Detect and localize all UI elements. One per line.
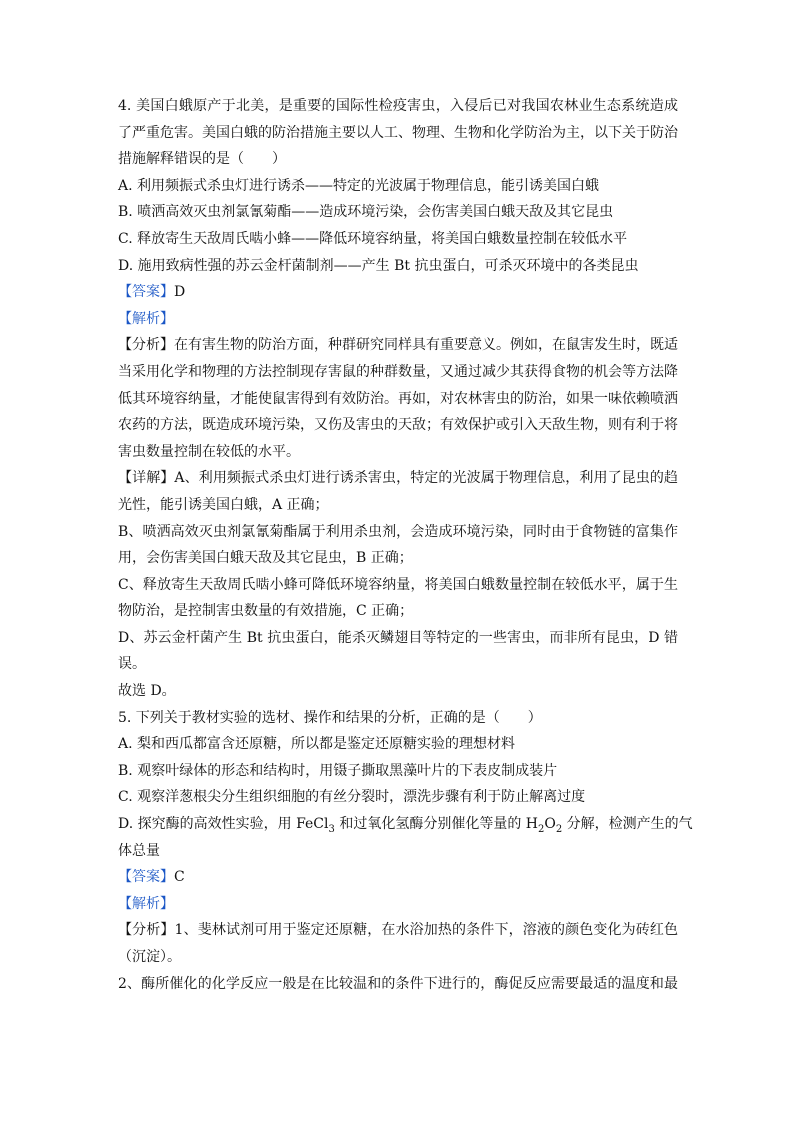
q4-xiangjie-line-8: 误。 <box>118 656 146 673</box>
q4-fenxi-line-2: 当采用化学和物理的方法控制现存害鼠的种群数量，又通过减少其获得食物的机会等方法降 <box>118 363 678 380</box>
q5-option-b: B. 观察叶绿体的形态和结构时，用镊子撕取黑藻叶片的下表皮制成装片 <box>118 762 558 779</box>
q4-option-c: C. 释放寄生天敌周氏啮小蜂——降低环境容纳量，将美国白蛾数量控制在较低水平 <box>118 230 628 247</box>
q4-fenxi-tag: 【分析】 <box>118 337 174 354</box>
q5-fenxi-text-1: 1、斐林试剂可用于鉴定还原糖，在水浴加热的条件下，溶液的颜色变化为砖红色 <box>174 922 679 939</box>
q4-fenxi-line-3: 低其环境容纳量，才能使鼠害得到有效防治。再如，对农林害虫的防治，如果一味依赖喷洒 <box>118 390 678 407</box>
q5-option-c: C. 观察洋葱根尖分生组织细胞的有丝分裂时，漂洗步骤有利于防止解离过度 <box>118 789 586 806</box>
q5-fenxi-line-2: （沉淀）。 <box>118 949 181 965</box>
q5-fenxi-line-1 <box>118 917 678 944</box>
q4-fenxi-text-1: 在有害生物的防治方面，种群研究同样具有重要意义。例如，在鼠害发生时，既适 <box>174 337 678 354</box>
q5-option-d-part-2: 和过氧化氢酶分别催化等量的 H <box>334 816 538 833</box>
q4-xiangjie-line-7: D、苏云金杆菌产生 Bt 抗虫蛋白，能杀灭鳞翅目等特定的一些害虫，而非所有昆虫，D 错 <box>118 629 678 646</box>
q4-option-a: A. 利用频振式杀虫灯进行诱杀——特定的光波属于物理信息，能引诱美国白蛾 <box>118 177 600 194</box>
q4-fenxi-line-5: 害虫数量控制在较低的水平。 <box>118 443 300 460</box>
document-body <box>118 93 693 997</box>
q4-xiangjie-line-3: B、喷洒高效灭虫剂氯氰菊酯属于利用杀虫剂，会造成环境污染，同时由于食物链的富集作 <box>118 523 678 540</box>
q5-option-d-part-3: O <box>544 816 556 833</box>
q5-fenxi-tag: 【分析】 <box>118 922 175 939</box>
q5-analysis-tag: 【解析】 <box>118 895 174 912</box>
q4-xiangjie-line-5: C、释放寄生天敌周氏啮小蜂可降低环境容纳量，将美国白蛾数量控制在较低水平，属于生 <box>118 576 678 593</box>
q5-option-d-part-4: 分解，检测产生的气 <box>562 816 693 833</box>
q4-answer-tag: 【答案】 <box>118 284 174 301</box>
q4-answer-value: D <box>174 284 186 301</box>
q4-stem-line-2: 了严重危害。美国白蛾的防治措施主要以人工、物理、生物和化学防治为主，以下关于防治 <box>118 124 678 141</box>
q5-option-d-line-2: 体总量 <box>118 842 160 859</box>
q5-answer-tag: 【答案】 <box>118 869 174 886</box>
q4-answer-line <box>118 279 678 306</box>
q4-fenxi-line-4: 农药的方法，既造成环境污染，又伤及害虫的天敌；有效保护或引入天敌生物，则有利于将 <box>118 417 678 434</box>
q4-option-d: D. 施用致病性强的苏云金杆菌制剂——产生 Bt 抗虫蛋白，可杀灭环境中的各类昆虫 <box>118 257 639 274</box>
q4-xiangjie-line-6: 物防治，是控制害虫数量的有效措施，C 正确； <box>118 603 414 620</box>
q5-option-d-sub-3: 2 <box>555 823 563 835</box>
q4-fenxi-line-1 <box>118 332 678 359</box>
q5-stem: 5. 下列关于教材实验的选材、操作和结果的分析，正确的是（ ） <box>118 709 542 726</box>
q4-analysis-tag: 【解析】 <box>118 310 174 327</box>
q5-answer-line <box>118 864 678 891</box>
q5-option-a: A. 梨和西瓜都富含还原糖，所以都是鉴定还原糖实验的理想材料 <box>118 736 516 753</box>
q5-option-d-line-1 <box>118 811 693 838</box>
q4-xiangjie-line-2: 光性，能引诱美国白蛾，A 正确； <box>118 496 329 513</box>
q4-xiangjie-line-4: 用，会伤害美国白蛾天敌及其它昆虫，B 正确； <box>118 550 413 567</box>
q4-option-b: B. 喷洒高效灭虫剂氯氰菊酯——造成环境污染，会伤害美国白蛾天敌及其它昆虫 <box>118 204 614 221</box>
q4-conclusion: 故选 D。 <box>118 683 176 700</box>
q5-fenxi-line-3: 2、酶所催化的化学反应一般是在比较温和的条件下进行的，酶促反应需要最适的温度和最 <box>118 975 678 992</box>
q5-option-d-sub-2: 2 <box>537 823 545 835</box>
q4-xiangjie-line-1 <box>118 465 678 492</box>
q5-option-d-sub-1: 3 <box>328 823 335 835</box>
q5-answer-value: C <box>174 869 185 886</box>
q4-xiangjie-tag: 【详解】 <box>118 470 175 487</box>
q4-stem-line-3: 措施解释错误的是（ ） <box>118 151 286 168</box>
q4-stem-line-1: 4. 美国白蛾原产于北美，是重要的国际性检疫害虫，入侵后已对我国农林业生态系统造成 <box>118 98 678 114</box>
q5-option-d-part-1: D. 探究酶的高效性实验，用 FeCl <box>118 816 329 833</box>
q4-xiangjie-text-1: A、利用频振式杀虫灯进行诱杀害虫，特定的光波属于物理信息，利用了昆虫的趋 <box>174 470 679 487</box>
